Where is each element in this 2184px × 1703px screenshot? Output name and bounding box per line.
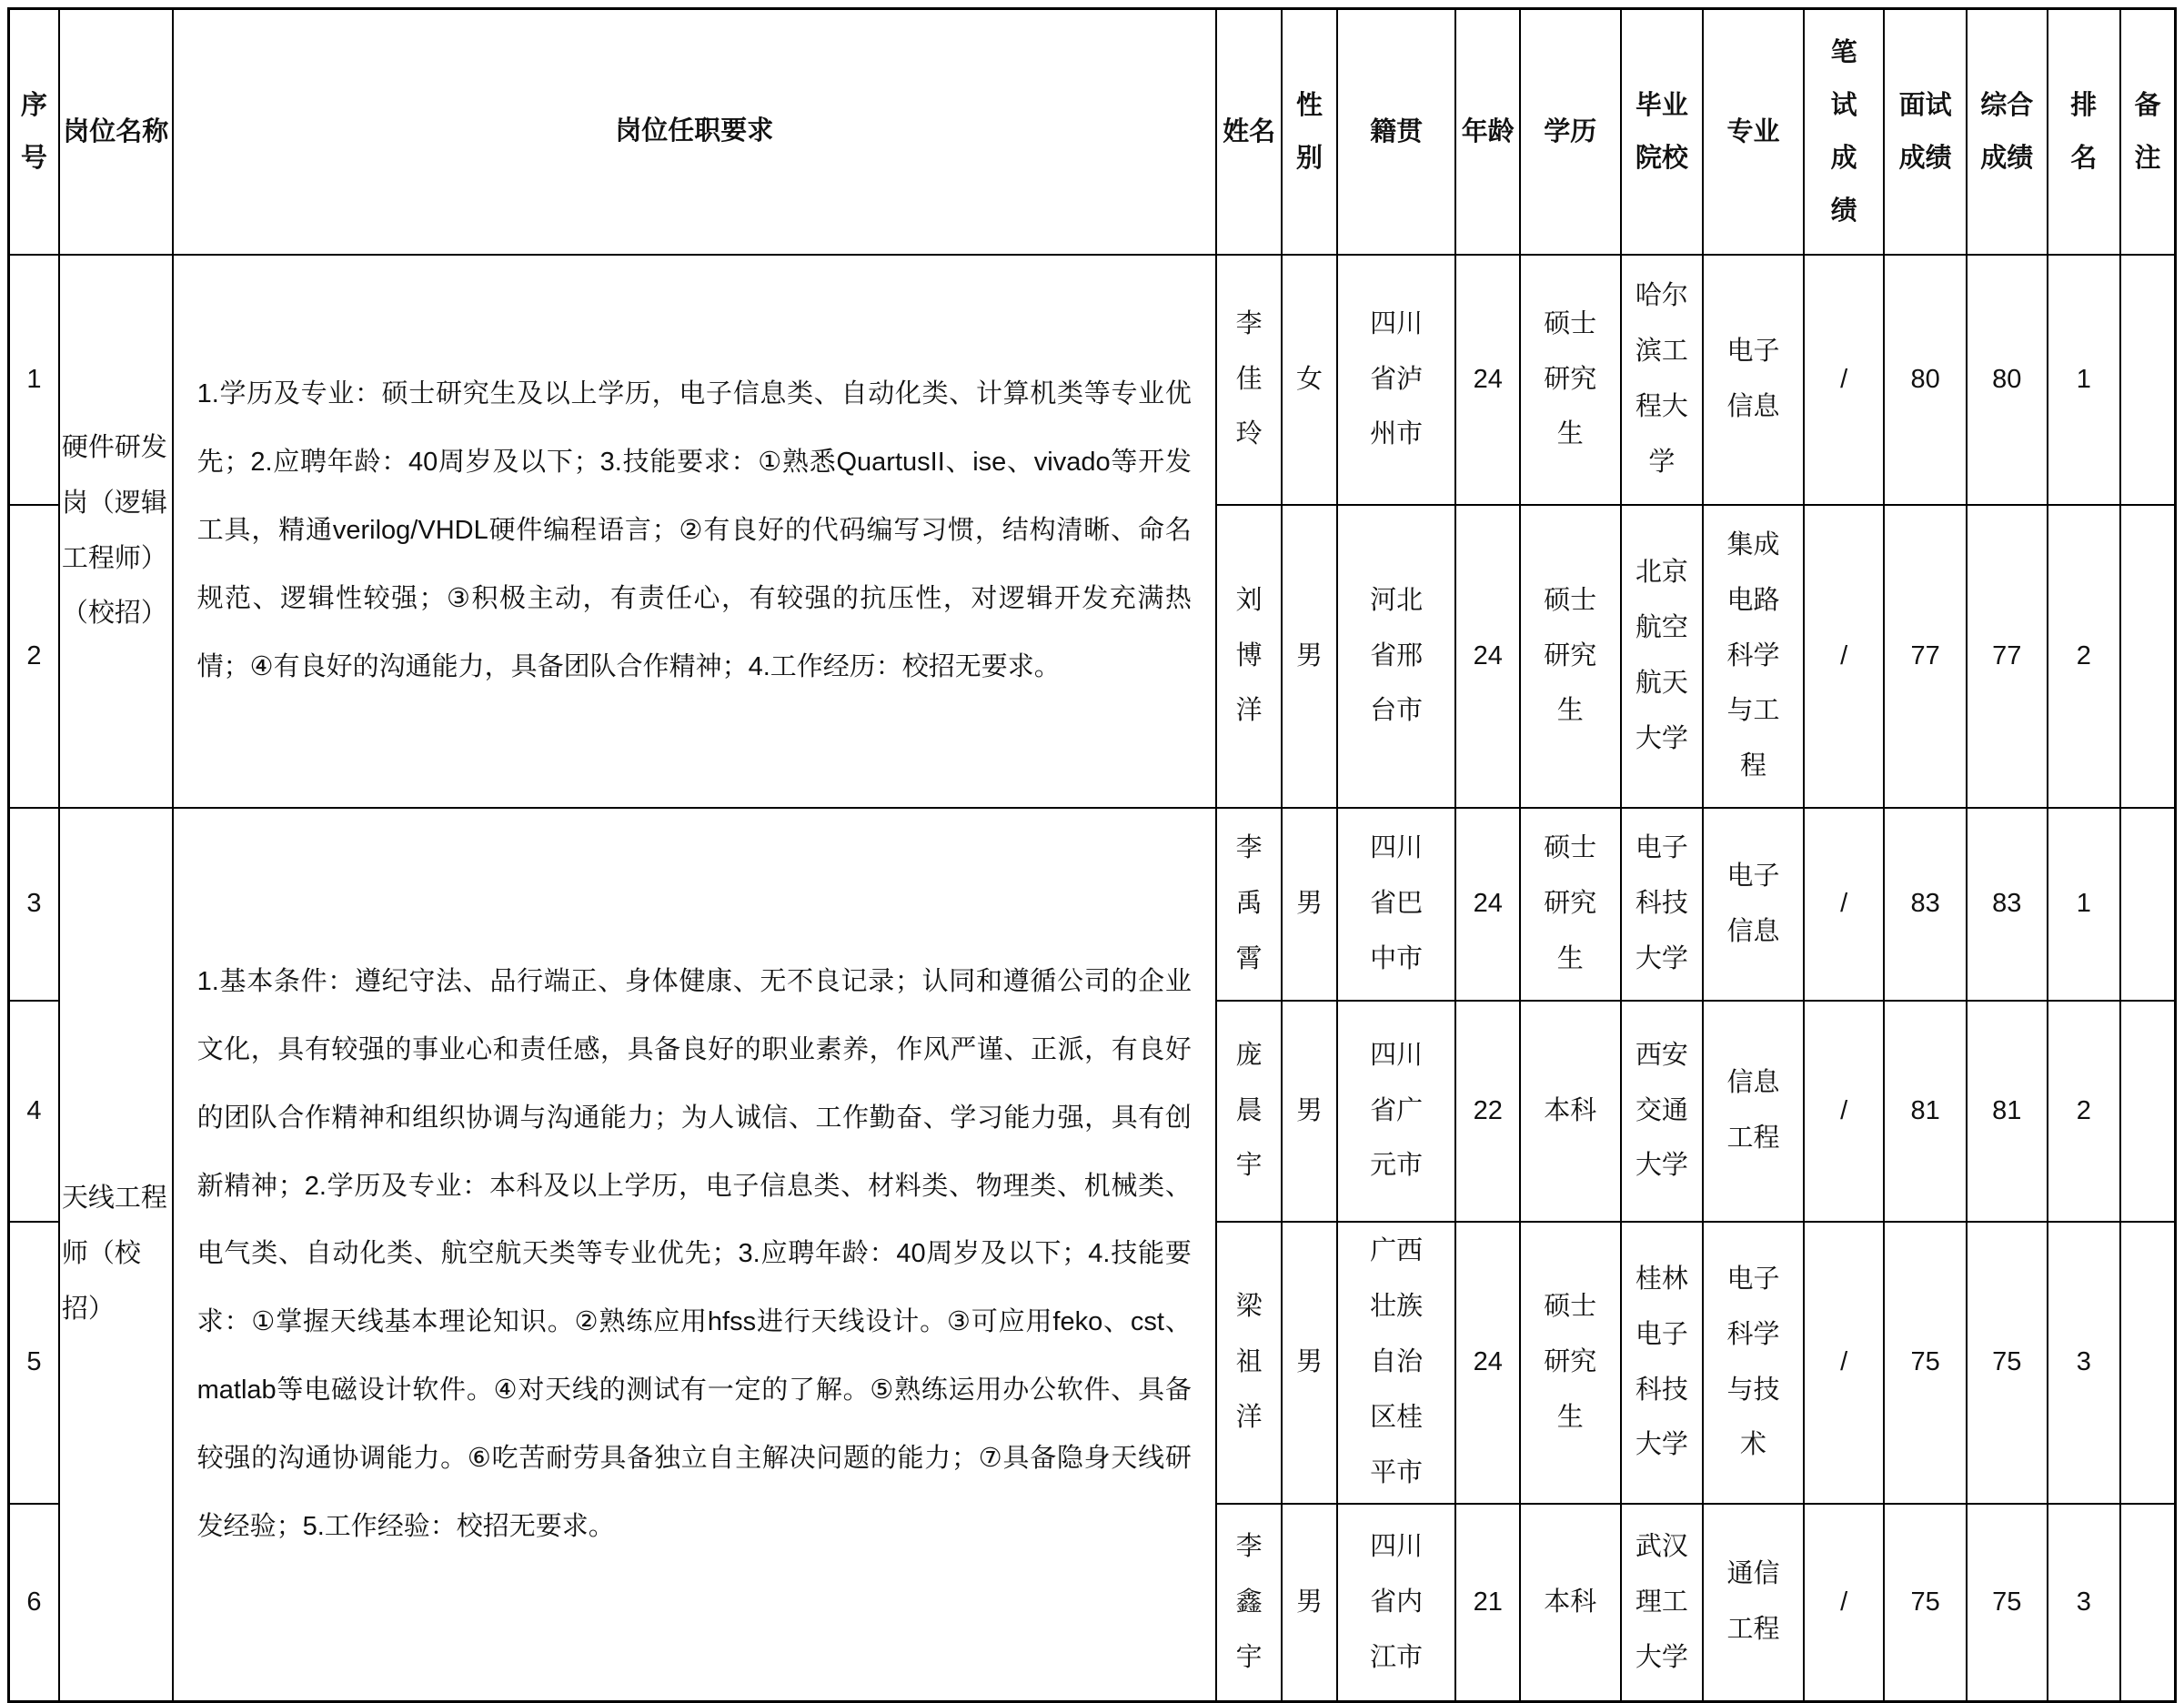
cell-name: 刘 博 洋: [1216, 505, 1282, 808]
cell-overall-score: 80: [1967, 255, 2048, 505]
cell-overall-score: 81: [1967, 1001, 2048, 1222]
cell-seq: 5: [9, 1222, 59, 1504]
cell-native-place: 四川省巴中市: [1337, 808, 1456, 1001]
cell-school: 北京航空航天大学: [1621, 505, 1704, 808]
cell-age: 24: [1455, 1222, 1519, 1504]
cell-major: 集成电路科学与工程: [1703, 505, 1804, 808]
cell-remark: [2120, 505, 2175, 808]
cell-school: 哈尔滨工程大学: [1621, 255, 1704, 505]
cell-name: 庞 晨 宇: [1216, 1001, 1282, 1222]
cell-position-name: 硬件研发岗（逻辑工程师）（校招）: [59, 255, 173, 808]
cell-school: 武汉理工大学: [1621, 1504, 1704, 1702]
cell-requirements: 1.基本条件：遵纪守法、品行端正、身体健康、无不良记录；认同和遵循公司的企业文化，具有较强的事业心和责任感，具备良好的职业素养，作风严谨、正派，有良好的团队合作精神和组织协调与沟通能力；为人诚信、工作勤奋、学习能力强，具有创新精神；2.学历及专业：本科及以上学历，电子信息类、材料类、物理类、机械类、电气类、自动化类、航空航天类等专业优先；3.应聘年龄：40周岁及以下；4.技能要求：①掌握天线基本理论知识。②熟练应用hfss进行天线设计。③可应用feko、cst、matlab等电磁设计软件。④对天线的测试有一定的了解。⑤熟练运用办公软件、具备较强的沟通协调能力。⑥吃苦耐劳具备独立自主解决问题的能力；⑦具备隐身天线研发经验；5.工作经验：校招无要求。: [173, 808, 1216, 1702]
cell-major: 信息工程: [1703, 1001, 1804, 1222]
cell-gender: 女: [1282, 255, 1336, 505]
cell-requirements: 1.学历及专业：硕士研究生及以上学历，电子信息类、自动化类、计算机类等专业优先；2.应聘年龄：40周岁及以下；3.技能要求：①熟悉QuartusII、ise、vivado等开发工具，精通verilog/VHDL硬件编程语言；②有良好的代码编写习惯，结构清晰、命名规范、逻辑性较强；③积极主动，有责任心，有较强的抗压性，对逻辑开发充满热情；④有良好的沟通能力，具备团队合作精神；4.工作经历：校招无要求。: [173, 255, 1216, 808]
cell-remark: [2120, 1222, 2175, 1504]
cell-interview-score: 83: [1884, 808, 1967, 1001]
cell-rank: 3: [2048, 1222, 2121, 1504]
cell-gender: 男: [1282, 1504, 1336, 1702]
header-overall-score: 综合成绩: [1967, 9, 2048, 255]
cell-education: 硕士研究生: [1520, 808, 1621, 1001]
header-remark: 备注: [2120, 9, 2175, 255]
cell-gender: 男: [1282, 808, 1336, 1001]
cell-rank: 2: [2048, 505, 2121, 808]
header-school: 毕业院校: [1621, 9, 1704, 255]
cell-age: 24: [1455, 505, 1519, 808]
cell-interview-score: 75: [1884, 1222, 1967, 1504]
cell-native-place: 四川省泸州市: [1337, 255, 1456, 505]
header-row: [9, 9, 2176, 255]
cell-overall-score: 77: [1967, 505, 2048, 808]
cell-written-score: /: [1804, 255, 1885, 505]
table-row: [9, 255, 2176, 505]
cell-education: 硕士研究生: [1520, 505, 1621, 808]
cell-name: 李 佳 玲: [1216, 255, 1282, 505]
cell-native-place: 河北省邢台市: [1337, 505, 1456, 808]
cell-seq: 1: [9, 255, 59, 505]
header-major: 专业: [1703, 9, 1804, 255]
cell-seq: 2: [9, 505, 59, 808]
cell-age: 24: [1455, 808, 1519, 1001]
cell-written-score: /: [1804, 1504, 1885, 1702]
recruitment-result-table: [7, 7, 2177, 1703]
cell-gender: 男: [1282, 505, 1336, 808]
header-rank: 排名: [2048, 9, 2121, 255]
cell-remark: [2120, 808, 2175, 1001]
cell-written-score: /: [1804, 1222, 1885, 1504]
cell-rank: 1: [2048, 808, 2121, 1001]
cell-school: 桂林电子科技大学: [1621, 1222, 1704, 1504]
cell-native-place: 广西壮族自治区桂平市: [1337, 1222, 1456, 1504]
cell-name: 李 禹 霄: [1216, 808, 1282, 1001]
cell-interview-score: 75: [1884, 1504, 1967, 1702]
cell-school: 西安交通大学: [1621, 1001, 1704, 1222]
header-written-score: 笔试成绩: [1804, 9, 1885, 255]
cell-overall-score: 83: [1967, 808, 2048, 1001]
cell-age: 22: [1455, 1001, 1519, 1222]
cell-remark: [2120, 255, 2175, 505]
cell-gender: 男: [1282, 1001, 1336, 1222]
cell-overall-score: 75: [1967, 1504, 2048, 1702]
cell-seq: 3: [9, 808, 59, 1001]
cell-name: 李 鑫 宇: [1216, 1504, 1282, 1702]
cell-major: 电子科学与技术: [1703, 1222, 1804, 1504]
cell-gender: 男: [1282, 1222, 1336, 1504]
cell-written-score: /: [1804, 808, 1885, 1001]
header-age: 年龄: [1455, 9, 1519, 255]
cell-rank: 1: [2048, 255, 2121, 505]
cell-seq: 4: [9, 1001, 59, 1222]
cell-interview-score: 77: [1884, 505, 1967, 808]
header-native-place: 籍贯: [1337, 9, 1456, 255]
cell-major: 电子信息: [1703, 808, 1804, 1001]
cell-interview-score: 81: [1884, 1001, 1967, 1222]
cell-education: 本科: [1520, 1001, 1621, 1222]
cell-major: 通信工程: [1703, 1504, 1804, 1702]
cell-major: 电子信息: [1703, 255, 1804, 505]
cell-remark: [2120, 1504, 2175, 1702]
cell-overall-score: 75: [1967, 1222, 2048, 1504]
cell-education: 硕士研究生: [1520, 255, 1621, 505]
cell-seq: 6: [9, 1504, 59, 1702]
cell-interview-score: 80: [1884, 255, 1967, 505]
cell-written-score: /: [1804, 1001, 1885, 1222]
header-position: 岗位名称: [59, 9, 173, 255]
table-row: [9, 808, 2176, 1001]
cell-written-score: /: [1804, 505, 1885, 808]
cell-age: 21: [1455, 1504, 1519, 1702]
cell-rank: 2: [2048, 1001, 2121, 1222]
cell-rank: 3: [2048, 1504, 2121, 1702]
header-requirements: 岗位任职要求: [173, 9, 1216, 255]
header-gender: 性别: [1282, 9, 1336, 255]
cell-age: 24: [1455, 255, 1519, 505]
cell-remark: [2120, 1001, 2175, 1222]
cell-native-place: 四川省内江市: [1337, 1504, 1456, 1702]
cell-education: 硕士研究生: [1520, 1222, 1621, 1504]
header-seq: 序号: [9, 9, 59, 255]
header-education: 学历: [1520, 9, 1621, 255]
header-name: 姓名: [1216, 9, 1282, 255]
cell-name: 梁 祖 洋: [1216, 1222, 1282, 1504]
cell-school: 电子科技大学: [1621, 808, 1704, 1001]
cell-native-place: 四川省广元市: [1337, 1001, 1456, 1222]
header-interview-score: 面试成绩: [1884, 9, 1967, 255]
cell-position-name: 天线工程师（校招）: [59, 808, 173, 1702]
cell-education: 本科: [1520, 1504, 1621, 1702]
